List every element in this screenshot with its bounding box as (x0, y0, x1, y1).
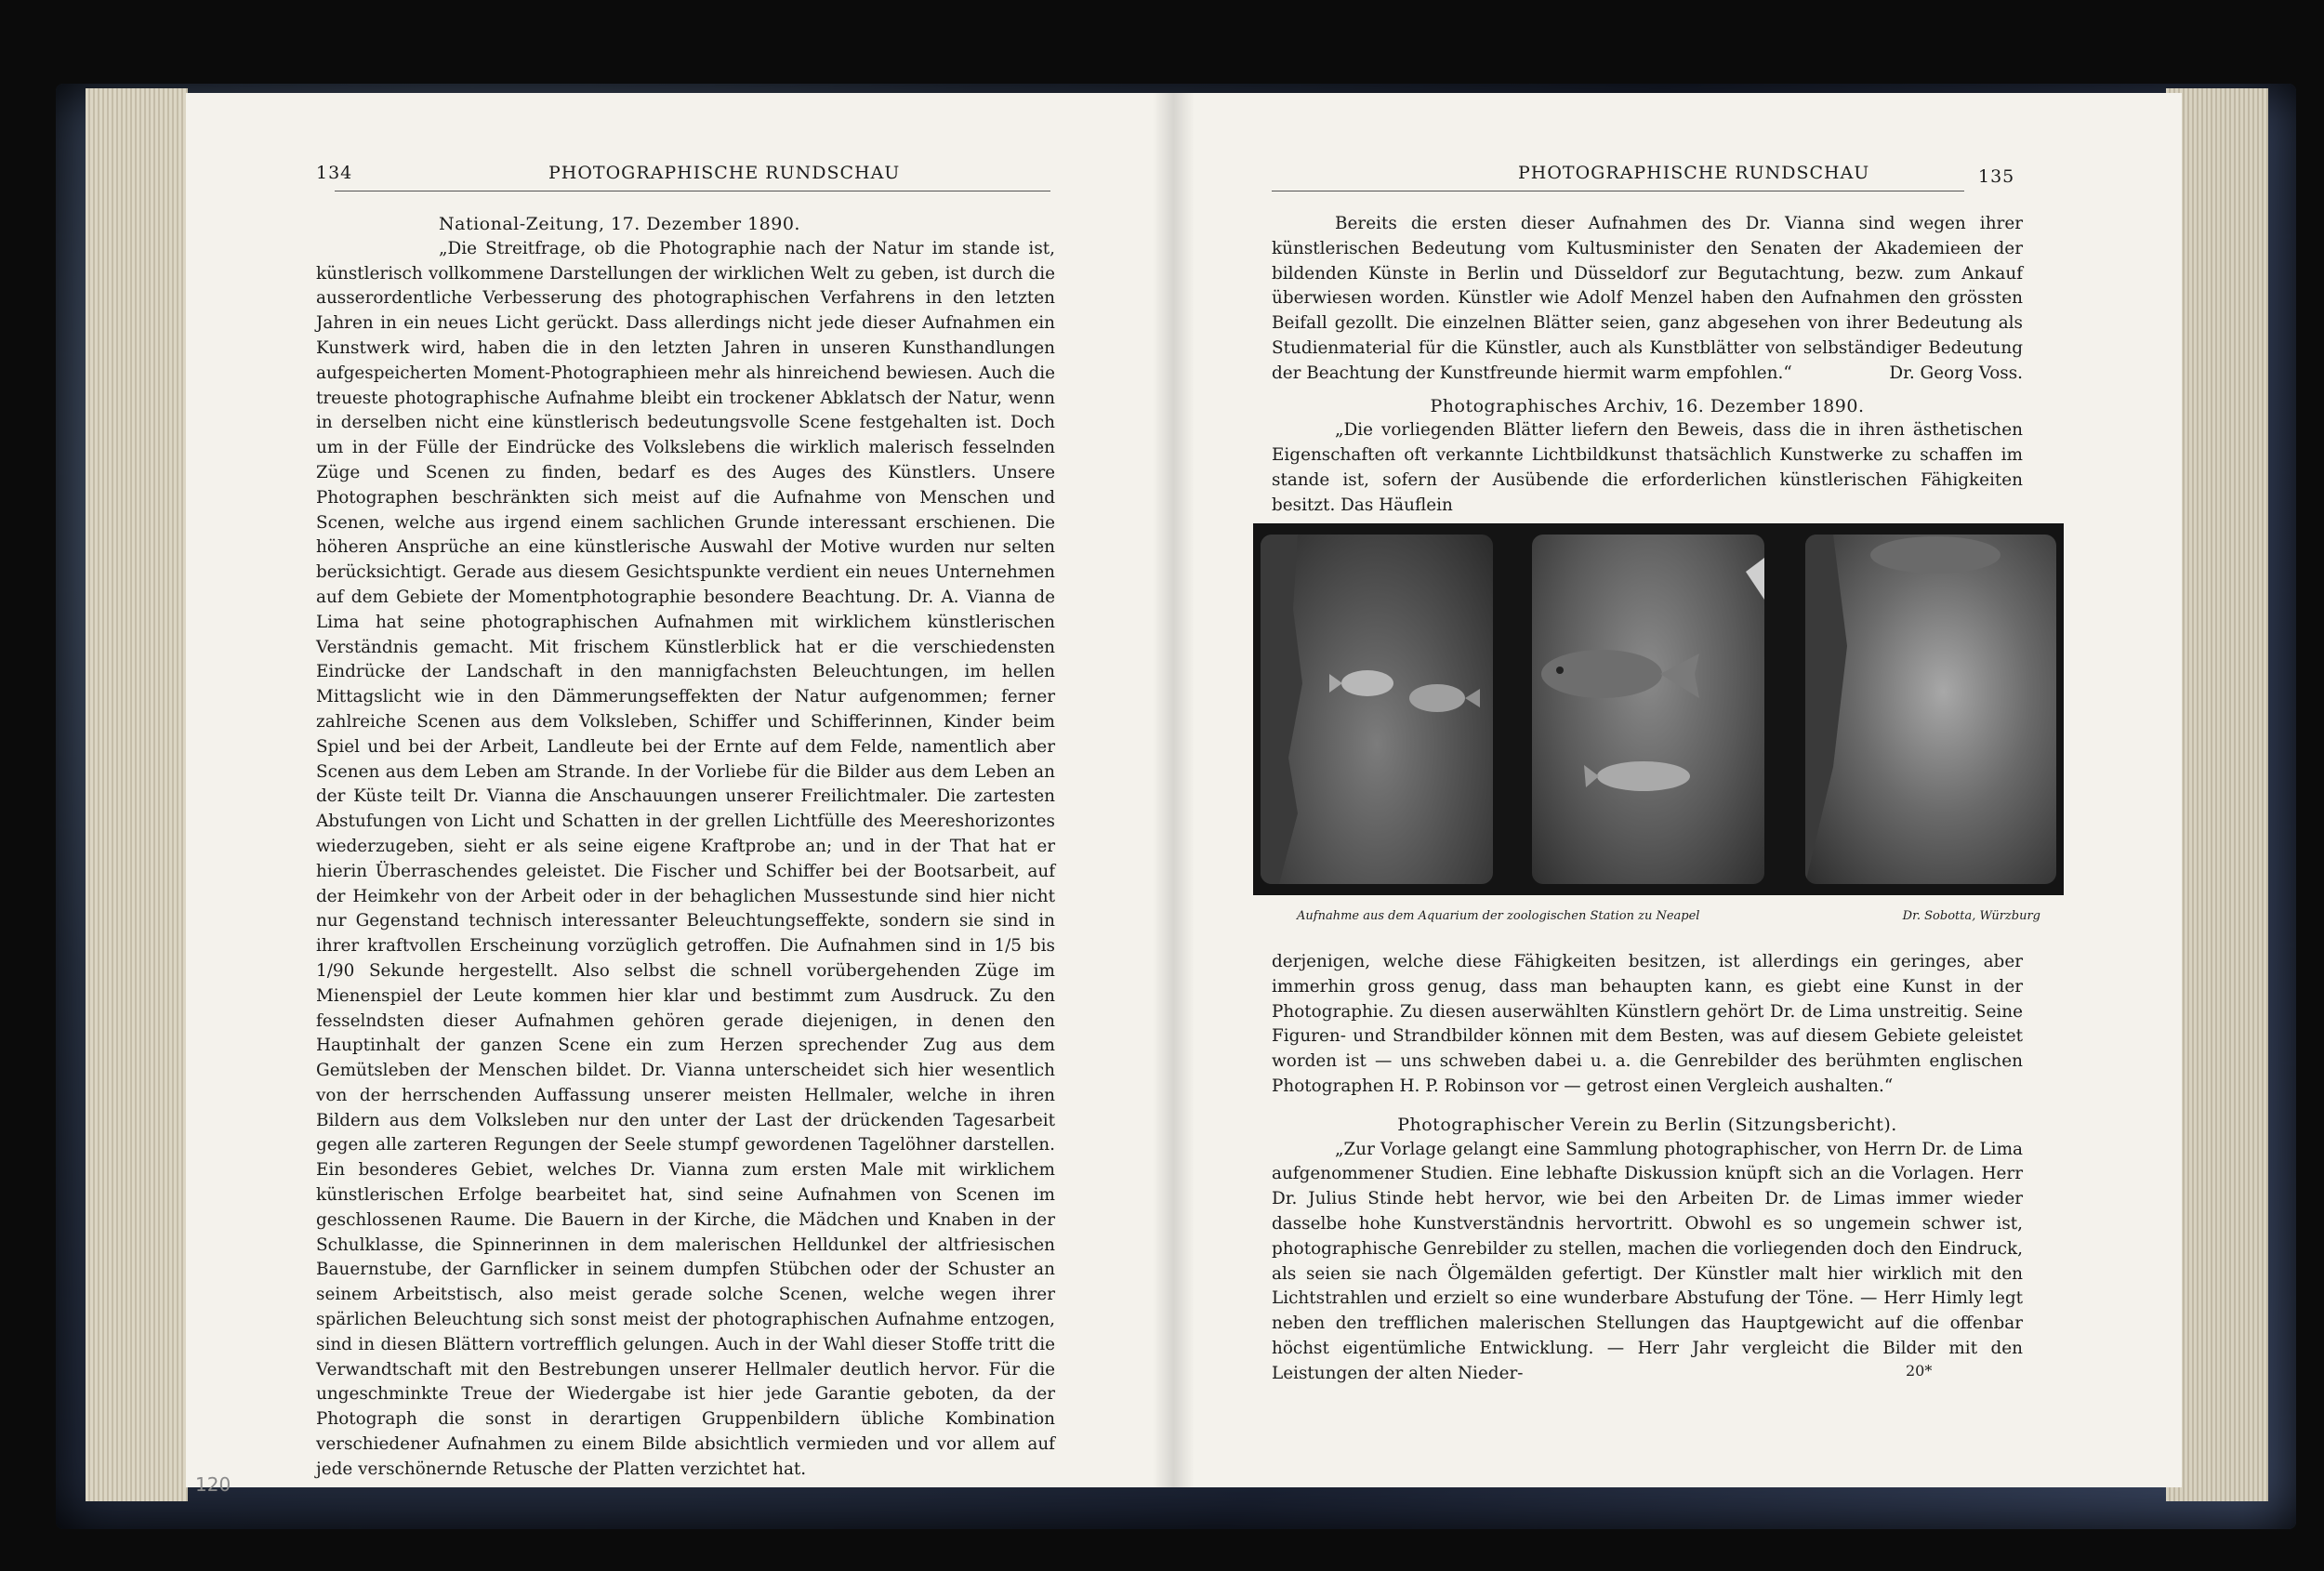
right-running-head: PHOTOGRAPHISCHE RUNDSCHAU (1518, 163, 1870, 183)
signature-mark: 20* (1906, 1362, 1933, 1380)
fish-right-icon (1805, 535, 2056, 884)
photo-panel-middle (1532, 535, 1764, 884)
left-page-number: 134 (316, 163, 353, 183)
photo-panel-right (1805, 535, 2056, 884)
right-paragraph-3: derjenigen, welche diese Fähigkeiten besitzen, ist allerdings ein geringes, aber immerhin gross genug, dass man behaupten kann, es giebt eine Kunst in der Photographie. Zu diesen auserwählten Künstlern gehört Dr. de Lima unstreitig. Seine Figuren- und Strandbilder können mit dem Besten, was auf diesem Gebiete geleistet worden ist — uns schweben dabei u. a. die Genrebilder des berühmten englischen Photographen H. P. Robinson vor — getrost einen Vergleich aushalten.“ (1272, 952, 2023, 1096)
pencil-note: 120 (195, 1473, 231, 1496)
right-paragraph-2: „Die vorliegenden Blätter liefern den Beweis, dass die in ihren ästhetischen Eigenschaften oft verkannte Lichtbildkunst thatsächlich Kunstwerke zu schaffen im stande ist, sofern der Ausübende die erforderlichen künstlerischen Fähigkeiten besitzt. Das Häuflein (1272, 420, 2023, 515)
figure-caption (1297, 909, 2040, 923)
right-header (1272, 163, 2015, 200)
aquarium-photograph (1253, 523, 2064, 895)
photo-panel-left (1261, 535, 1493, 884)
left-header (316, 163, 1055, 200)
left-page-body (316, 212, 1055, 1479)
right-page-number: 135 (1978, 166, 2015, 187)
left-running-head: PHOTOGRAPHISCHE RUNDSCHAU (548, 163, 901, 183)
right-paragraph-4: „Zur Vorlage gelangt eine Sammlung photographischer, von Herrn Dr. de Lima aufgenommener Studien. Eine lebhafte Diskussion knüpft sich an die Vorlagen. Herr Dr. Julius Stinde hebt hervor, wie bei den Arbeiten Dr. de Limas immer wieder dasselbe hohe Kunstverständnis hervortritt. Obwohl es so ungemein schwer ist, photographische Genrebilder zu stellen, machen die vorliegenden doch den Eindruck, als seien sie nach Ölgemälden gefertigt. Der Künstler malt hier wirklich mit den Lichtstrahlen und erzielt so eine wunderbare Abstufung der Töne. — Herr Himly legt neben den trefflichen malerischen Stellungen das Hauptgewicht auf die offenbar höchst eigentümliche Entwicklung. — Herr Jahr vergleicht die Bilder mit den Leistungen der alten Nieder- (1272, 1139, 2023, 1383)
signature-voss: Dr. Georg Voss. (1889, 363, 2023, 383)
left-paragraph: „Die Streitfrage, ob die Photographie nach der Natur im stande ist, künstlerisch vollkommene Darstellungen der wirklichen Welt zu geben, ist durch die ausserordentliche Verbesserung des photographischen Verfahrens in den letzten Jahren in ein neues Licht gerückt. Dass allerdings nicht jede dieser Aufnahmen ein Kunstwerk wird, haben die in den letzten Jahren in unseren Kunsthandlungen aufgespeicherten Moment-Photographieen mehr als hinreichend bewiesen. Auch die treueste photographische Aufnahme bleibt ein trockener Abklatsch der Natur, wenn in derselben nicht eine künstlerisch bedeutungsvolle Scene festgehalten ist. Doch um in der Fülle der Eindrücke des Volkslebens die wirklich malerisch fesselnden Züge und Scenen zu finden, bedarf es des Auges des Künstlers. Unsere Photographen beschränkten sich meist auf die Aufnahme von Menschen und Scenen, welche aus irgend einem sachlichen Grunde interessant erschienen. Die höheren Ansprüche an eine künstlerische Auswahl der Motive wurden nur selten berücksichtigt. Gerade aus diesem Gesichtspunkte verdient ein neues Unternehmen auf dem Gebiete der Momentphotographie besondere Beachtung. Dr. A. Vianna de Lima hat seine photographischen Aufnahmen mit wirklichem künstlerischen Verständnis gemacht. Mit frischem Künstlerblick hat er die verschiedensten Eindrücke der Landschaft in den mannigfachsten Beleuchtungen, im hellen Mittagslicht wie in den Dämmerungseffekten der Natur aufgenommen; ferner zahlreiche Scenen aus dem Volksleben, Schiffer und Schifferinnen, Kinder beim Spiel und bei der Arbeit, Landleute bei der Ernte auf dem Felde, namentlich aber Scenen aus dem Leben am Strande. In der Vorliebe für die Bilder aus dem Leben an der Küste teilt Dr. Vianna die Anschauungen unserer Freilichtmaler. Die zartesten Abstufungen von Licht und Schatten in der grellen Lichtfülle des Meereshorizontes wiederzugeben, sieht er als seine eigene Kraftprobe an; und in der That hat er hierin Überraschendes geleistet. Die Fischer und Schiffer bei der Bootsarbeit, auf der Heimkehr von der Arbeit oder in der behaglichen Mussestunde sind hier nicht nur Gegenstand technisch interessanter Beleuchtungseffekte, sondern sie sind in ihrer kraftvollen Erscheinung vorzüglich getroffen. Die Aufnahmen sind in 1/5 bis 1/90 Sekunde hergestellt. Also selbst die schnell vorübergehenden Züge im Mienenspiel der Leute kommen hier klar und bestimmt zum Ausdruck. Zu den fesselndsten dieser Aufnahmen gehören gerade diejenigen, in denen den Hauptinhalt der ganzen Scene ein zum Herzen sprechender Zug aus dem Gemütsleben der Menschen bildet. Dr. Vianna unterscheidet sich hier wesentlich von der herrschenden Auffassung unserer meisten Hellmaler, welche in ihren Bildern aus dem Volksleben nur den unter der Last der drückenden Tagesarbeit gegen alle zarteren Regungen der Seele stumpf gewordenen Tagelöhner darstellen. Ein besonderes Gebiet, welches Dr. Vianna zum ersten Male mit wirklichem künstlerischen Erfolge bearbeitet hat, sind seine Aufnahmen von Scenen im geschlossenen Raume. Die Bauern in der Kirche, die Mädchen und Knaben in der Schulklasse, die Spinnerinnen in dem malerischen Helldunkel der altfriesischen Bauernstube, der Garnflicker in seinem dumpfen Stübchen oder der Schuster an seinem Arbeitstisch, also meist gerade solche Scenen, welche wegen ihrer spärlichen Beleuchtung sich sonst meist der photographischen Aufnahme entzogen, sind in diesen Blättern vortrefflich gelungen. Auch in der Wahl dieser Stoffe tritt die Verwandtschaft mit den Bestrebungen unserer Hellmaler deutlich hervor. Für die ungeschminkte Treue der Wiedergabe ist hier jede Garantie geboten, da der Photograph die sonst in derartigen Gruppenbildern übliche Kombination verschiedener Aufnahmen zu einem Bilde absichtlich vermieden und vor allem auf jede verschönernde Retusche der Platten verzichtet hat. (316, 238, 1055, 1479)
book-gutter (1153, 93, 1195, 1487)
page-edges-left (86, 88, 188, 1501)
right-paragraph-1 (1272, 212, 2023, 387)
left-section-heading: National-Zeitung, 17. Dezember 1890. (439, 214, 800, 234)
right-page-body-top (1272, 212, 2023, 514)
archiv-heading: Photographisches Archiv, 16. Dezember 1890. (1430, 395, 1865, 416)
right-paragraph-1-text: Bereits die ersten dieser Aufnahmen des Dr. Vianna sind wegen ihrer künstlerischen Bedeutung vom Kultusminister den Senaten der Akademieen der bildenden Künste in Berlin und Düsseldorf zur Begutachtung, bezw. zum Ankauf überwiesen worden. Künstler wie Adolf Menzel haben den Aufnahmen den grössten Beifall gezollt. Die einzelnen Blätter seien, ganz abgesehen von ihrer Bedeutung als Studienmaterial für die Künstler, auch als Kunstblätter von selbständiger Bedeutung der Beachtung der Kunstfreunde hiermit warm empfohlen.“ (1272, 214, 2023, 383)
fish-middle-icon (1532, 535, 1764, 884)
caption-credit: Dr. Sobotta, Würzburg (1902, 909, 2040, 923)
caption-left: Aufnahme aus dem Aquarium der zoologischen Station zu Neapel (1297, 909, 1700, 923)
verein-heading: Photographischer Verein zu Berlin (Sitzungsbericht). (1397, 1114, 1897, 1135)
fish-left-icon (1261, 535, 1493, 884)
